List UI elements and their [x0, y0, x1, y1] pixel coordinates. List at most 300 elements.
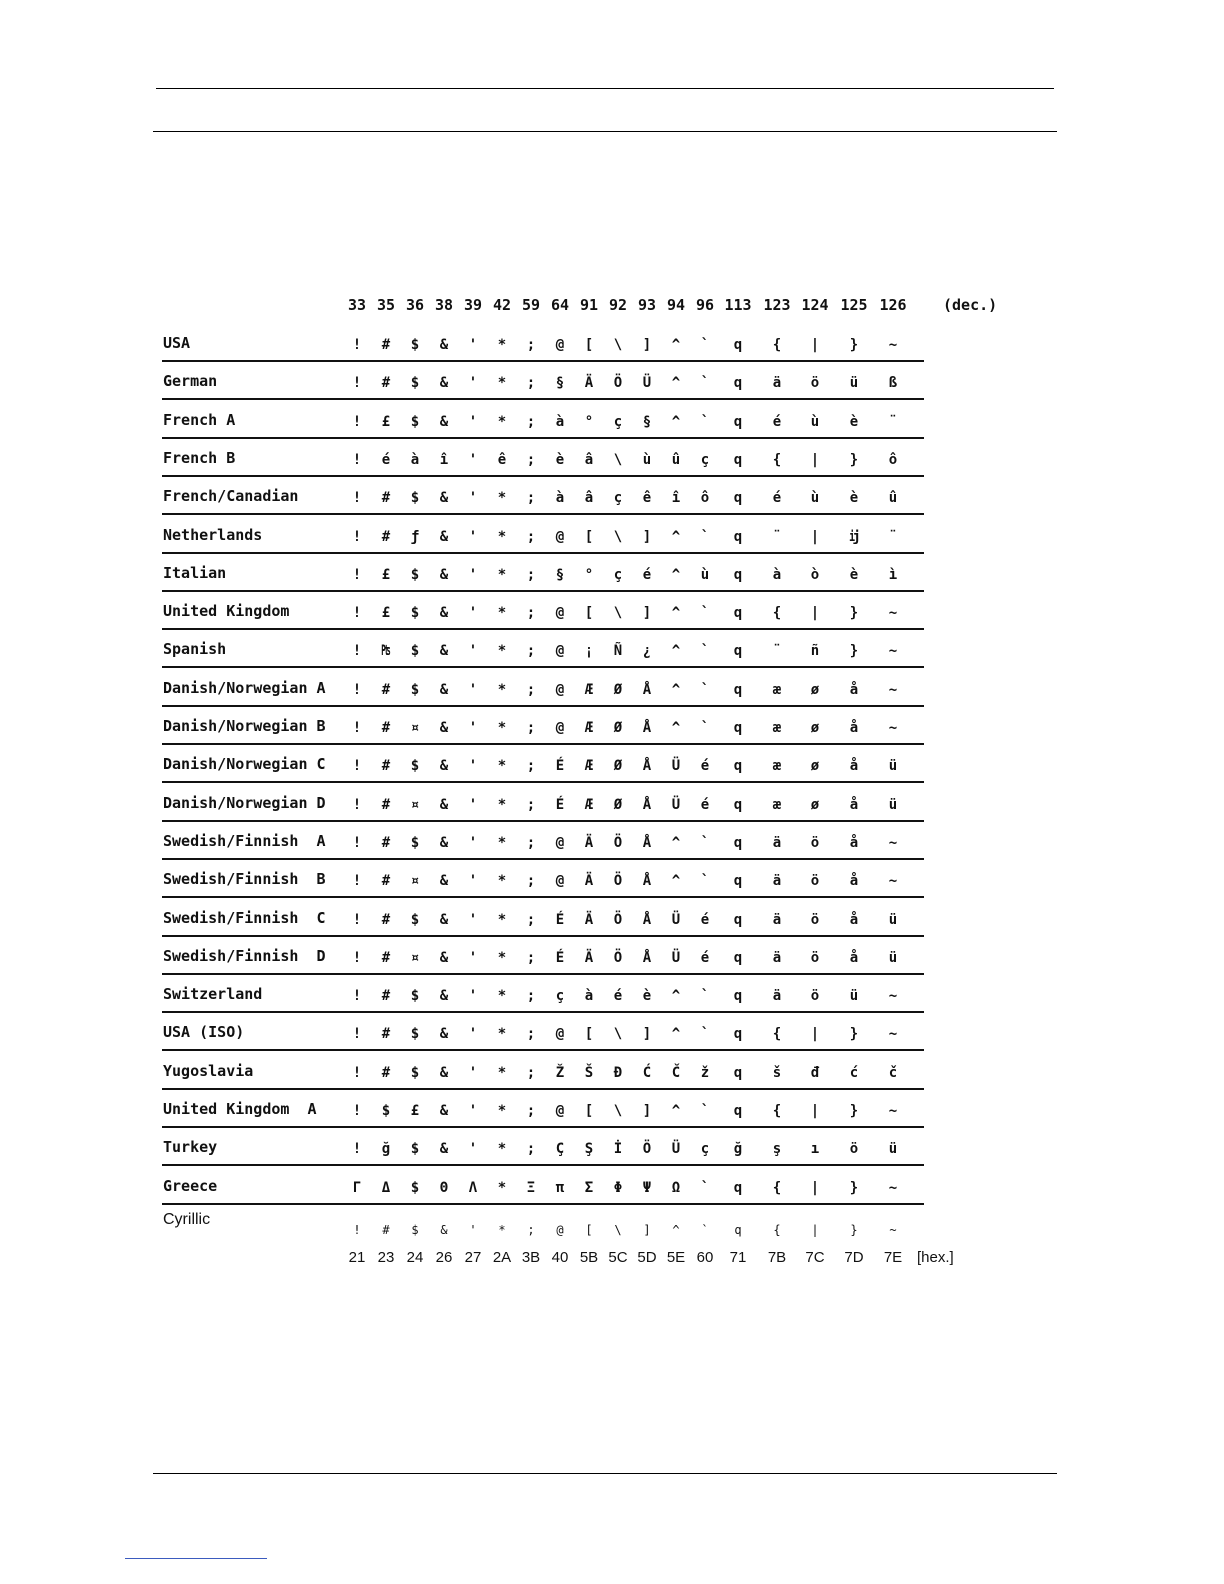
char-glyph: đ — [810, 1064, 820, 1081]
country-label: Danish/Norwegian C — [163, 755, 326, 774]
char-glyph: Ü — [671, 911, 681, 928]
char-glyph: # — [381, 337, 391, 353]
char-glyph: É — [555, 949, 565, 966]
char-glyph: * — [497, 528, 507, 545]
char-glyph: ' — [468, 1064, 478, 1081]
charset-row — [160, 630, 1020, 668]
charset-row — [160, 1090, 1020, 1128]
char-glyph: q — [733, 490, 743, 507]
char-glyph: ü — [888, 758, 898, 775]
char-glyph: Å — [642, 873, 652, 890]
char-glyph: & — [440, 1222, 448, 1237]
char-glyph: ž — [700, 1064, 710, 1081]
char-glyph: ; — [526, 605, 536, 622]
char-glyph: | — [810, 1179, 820, 1196]
char-glyph: ; — [526, 490, 536, 507]
char-glyph: ; — [526, 758, 536, 775]
char-glyph: É — [555, 758, 565, 775]
char-glyph: ƒ — [410, 528, 420, 545]
country-label: Swedish/Finnish C — [163, 908, 326, 927]
dec-code: 59 — [521, 296, 541, 314]
char-glyph: * — [497, 988, 507, 1005]
char-glyph: ' — [468, 834, 478, 851]
char-glyph: * — [497, 643, 507, 660]
char-glyph: $ — [410, 643, 420, 660]
char-glyph: & — [439, 605, 449, 622]
char-glyph: Ö — [613, 949, 623, 966]
char-glyph: & — [439, 566, 449, 583]
char-glyph: ; — [526, 1103, 536, 1119]
char-glyph: ~ — [888, 643, 898, 660]
char-glyph: * — [497, 413, 507, 430]
char-glyph: ! — [352, 720, 362, 736]
char-glyph: å — [849, 911, 859, 928]
char-glyph: Ä — [584, 911, 594, 928]
char-glyph: ü — [888, 796, 898, 813]
char-glyph: ğ — [381, 1141, 391, 1158]
char-glyph: * — [497, 758, 507, 775]
country-label: Switzerland — [163, 985, 263, 1004]
char-glyph: Φ — [613, 1179, 623, 1196]
country-label: Greece — [163, 1176, 218, 1195]
char-glyph: ¨ — [772, 528, 782, 545]
char-glyph: ' — [468, 605, 478, 622]
char-glyph: q — [733, 337, 743, 353]
char-glyph: * — [497, 337, 507, 353]
char-glyph: * — [497, 796, 507, 813]
char-glyph: ; — [526, 873, 536, 890]
char-glyph: Ø — [613, 796, 623, 813]
char-glyph: ` — [700, 413, 710, 430]
char-glyph: ö — [849, 1141, 859, 1158]
char-glyph: & — [439, 796, 449, 813]
char-glyph: è — [849, 566, 859, 583]
char-glyph: [ — [585, 1222, 593, 1237]
char-glyph: é — [700, 796, 710, 813]
char-glyph: q — [733, 605, 743, 622]
char-glyph: ! — [352, 796, 362, 813]
char-glyph: Ü — [671, 949, 681, 966]
char-glyph: ø — [810, 758, 820, 775]
char-glyph: ü — [849, 375, 859, 392]
char-glyph: ^ — [671, 834, 681, 851]
dec-code: 38 — [434, 296, 454, 314]
char-glyph: * — [497, 949, 507, 966]
char-glyph: ! — [353, 1222, 361, 1237]
char-glyph: q — [733, 413, 743, 430]
char-glyph: ^ — [671, 566, 681, 583]
hex-code: 60 — [696, 1249, 714, 1267]
char-glyph: ` — [700, 873, 710, 890]
char-glyph: ' — [468, 758, 478, 775]
char-glyph: ^ — [671, 988, 681, 1005]
char-glyph: $ — [410, 566, 420, 583]
char-glyph: * — [498, 1222, 506, 1237]
char-glyph: # — [381, 681, 391, 698]
country-label: USA (ISO) — [163, 1023, 245, 1042]
char-glyph: ! — [352, 988, 362, 1005]
char-glyph: Ç — [555, 1141, 565, 1158]
char-glyph: î — [671, 490, 681, 507]
char-glyph: ô — [888, 451, 898, 468]
hex-code: 71 — [729, 1249, 747, 1267]
charset-row — [160, 899, 1020, 937]
char-glyph: ' — [468, 911, 478, 928]
char-glyph: ] — [642, 528, 652, 545]
char-glyph: Ü — [671, 796, 681, 813]
char-glyph: @ — [555, 1026, 565, 1043]
char-glyph: ! — [352, 681, 362, 698]
char-glyph: ~ — [888, 681, 898, 698]
char-glyph: [ — [584, 528, 594, 545]
char-glyph: ¡ — [584, 643, 594, 660]
char-glyph: $ — [410, 911, 420, 928]
char-glyph: ` — [700, 375, 710, 392]
char-glyph: ò — [810, 566, 820, 583]
char-glyph: ~ — [888, 1179, 898, 1196]
char-glyph: Č — [671, 1064, 681, 1081]
country-label: Swedish/Finnish D — [163, 946, 326, 965]
char-glyph: & — [439, 720, 449, 736]
char-glyph: $ — [381, 1103, 391, 1119]
char-glyph: ä — [772, 988, 782, 1005]
char-glyph: å — [849, 758, 859, 775]
charset-row — [160, 1052, 1020, 1090]
char-glyph: ' — [468, 681, 478, 698]
char-glyph: à — [555, 413, 565, 430]
char-glyph: ! — [352, 949, 362, 966]
char-glyph: æ — [772, 720, 782, 736]
char-glyph: Ø — [613, 758, 623, 775]
char-glyph: ] — [643, 1222, 651, 1237]
char-glyph: Ä — [584, 375, 594, 392]
char-glyph: $ — [410, 413, 420, 430]
dec-code: 42 — [492, 296, 512, 314]
char-glyph: # — [381, 1026, 391, 1043]
char-glyph: ' — [468, 1026, 478, 1043]
charset-row — [160, 822, 1020, 860]
country-label: United Kingdom — [163, 602, 290, 621]
char-glyph: ' — [468, 528, 478, 545]
char-glyph: [ — [584, 337, 594, 353]
char-glyph: ^ — [671, 413, 681, 430]
char-glyph: ! — [352, 490, 362, 507]
char-glyph: å — [849, 873, 859, 890]
char-glyph: ñ — [810, 643, 820, 660]
footer-rule — [153, 1473, 1057, 1474]
charset-row — [160, 784, 1020, 822]
char-glyph: ! — [352, 413, 362, 430]
char-glyph: q — [733, 796, 743, 813]
char-glyph: ì — [888, 566, 898, 583]
char-glyph: ê — [497, 451, 507, 468]
char-glyph: ş — [772, 1141, 782, 1158]
char-glyph: Ü — [671, 1141, 681, 1158]
country-label: Swedish/Finnish B — [163, 870, 326, 889]
char-glyph: ; — [526, 413, 536, 430]
country-label: German — [163, 372, 218, 391]
char-glyph: Ä — [584, 949, 594, 966]
char-glyph: ; — [526, 834, 536, 851]
char-glyph: & — [439, 413, 449, 430]
char-glyph: ° — [584, 413, 594, 430]
dec-code: 92 — [608, 296, 628, 314]
char-glyph: å — [849, 681, 859, 698]
char-glyph: q — [733, 1026, 743, 1043]
char-glyph: ¿ — [642, 643, 652, 660]
char-glyph: ^ — [672, 1222, 680, 1237]
char-glyph: \ — [613, 528, 623, 545]
char-glyph: ` — [700, 1026, 710, 1043]
country-label: Cyrillic — [163, 1210, 211, 1228]
char-glyph: Ñ — [613, 643, 623, 660]
char-glyph: $ — [410, 1026, 420, 1043]
char-glyph: & — [439, 758, 449, 775]
char-glyph: ] — [642, 1103, 652, 1119]
char-glyph: Å — [642, 911, 652, 928]
char-glyph: \ — [613, 1026, 623, 1043]
char-glyph: ü — [849, 988, 859, 1005]
char-glyph: İ — [613, 1141, 623, 1158]
char-glyph: ! — [352, 911, 362, 928]
char-glyph: Ξ — [526, 1179, 536, 1196]
char-glyph: ; — [526, 375, 536, 392]
char-glyph: ' — [468, 490, 478, 507]
country-label: Netherlands — [163, 525, 263, 544]
char-glyph: & — [439, 949, 449, 966]
char-glyph: ° — [584, 566, 594, 583]
char-glyph: [ — [584, 1026, 594, 1043]
hex-code: 5E — [666, 1249, 686, 1267]
country-label: Spanish — [163, 640, 227, 659]
char-glyph: ç — [613, 490, 623, 507]
char-glyph: ; — [526, 451, 536, 468]
hex-code: 24 — [406, 1249, 424, 1267]
char-glyph: é — [642, 566, 652, 583]
char-glyph: $ — [410, 681, 420, 698]
charset-row — [160, 975, 1020, 1013]
country-label: French B — [163, 448, 236, 467]
char-glyph: ~ — [888, 988, 898, 1005]
charset-row — [160, 937, 1020, 975]
charset-row — [160, 592, 1020, 630]
hex-code: 23 — [377, 1249, 395, 1267]
char-glyph: $ — [411, 1222, 419, 1237]
char-glyph: * — [497, 911, 507, 928]
char-glyph: è — [849, 490, 859, 507]
char-glyph: é — [700, 949, 710, 966]
char-glyph: û — [888, 490, 898, 507]
char-glyph: æ — [772, 681, 782, 698]
dec-code: 93 — [637, 296, 657, 314]
char-glyph: å — [849, 720, 859, 736]
char-glyph: ù — [642, 451, 652, 468]
char-glyph: ! — [352, 528, 362, 545]
char-glyph: | — [810, 605, 820, 622]
char-glyph: ğ — [733, 1141, 743, 1158]
hex-code: 5B — [579, 1249, 599, 1267]
char-glyph: ` — [700, 528, 710, 545]
hex-code: 7E — [883, 1249, 903, 1267]
country-label: Danish/Norwegian D — [163, 793, 326, 812]
char-glyph: & — [439, 911, 449, 928]
char-glyph: ö — [810, 834, 820, 851]
char-glyph: Đ — [613, 1064, 623, 1081]
char-glyph: ¤ — [410, 873, 420, 890]
char-glyph: | — [810, 337, 820, 353]
char-glyph: ć — [849, 1064, 859, 1081]
char-glyph: Γ — [352, 1179, 362, 1196]
char-glyph: } — [849, 451, 859, 468]
char-glyph: é — [772, 490, 782, 507]
charset-row — [160, 1128, 1020, 1166]
char-glyph: { — [772, 1179, 782, 1196]
hex-code: 21 — [348, 1249, 366, 1267]
char-glyph: | — [810, 1103, 820, 1119]
char-glyph: Æ — [584, 681, 594, 698]
char-glyph: & — [439, 988, 449, 1005]
char-glyph: É — [555, 911, 565, 928]
char-glyph: ^ — [671, 681, 681, 698]
char-glyph: | — [810, 1026, 820, 1043]
char-glyph: ` — [700, 605, 710, 622]
char-glyph: q — [733, 720, 743, 736]
char-glyph: Ø — [613, 681, 623, 698]
country-label: Turkey — [163, 1138, 218, 1157]
char-glyph: \ — [614, 1222, 622, 1237]
char-glyph: î — [439, 451, 449, 468]
char-glyph: q — [733, 988, 743, 1005]
char-glyph: ; — [526, 1026, 536, 1043]
char-glyph: £ — [381, 605, 391, 622]
char-glyph: Ä — [584, 873, 594, 890]
decimal-code-header — [160, 294, 1020, 318]
char-glyph: Å — [642, 796, 652, 813]
char-glyph: # — [381, 796, 391, 813]
country-label: Swedish/Finnish A — [163, 831, 326, 850]
char-glyph: ø — [810, 796, 820, 813]
char-glyph: ç — [613, 413, 623, 430]
char-glyph: q — [733, 949, 743, 966]
char-glyph: ! — [352, 643, 362, 660]
char-glyph: & — [439, 681, 449, 698]
country-label: Yugoslavia — [163, 1061, 254, 1080]
char-glyph: ö — [810, 911, 820, 928]
char-glyph: { — [772, 451, 782, 468]
char-glyph: } — [849, 337, 859, 353]
char-glyph: ` — [700, 720, 710, 736]
char-glyph: $ — [410, 1141, 420, 1158]
char-glyph: { — [772, 1103, 782, 1119]
char-glyph: ^ — [671, 605, 681, 622]
dec-code: 94 — [666, 296, 686, 314]
char-glyph: ' — [468, 337, 478, 353]
char-glyph: * — [497, 375, 507, 392]
char-glyph: æ — [772, 758, 782, 775]
char-glyph: ! — [352, 873, 362, 890]
char-glyph: £ — [410, 1103, 420, 1119]
char-glyph: é — [613, 988, 623, 1005]
char-glyph: @ — [555, 834, 565, 851]
char-glyph: ê — [642, 490, 652, 507]
char-glyph: $ — [410, 834, 420, 851]
char-glyph: @ — [555, 337, 565, 353]
char-glyph: $ — [410, 337, 420, 353]
char-glyph: * — [497, 873, 507, 890]
char-glyph: & — [439, 375, 449, 392]
char-glyph: ø — [810, 681, 820, 698]
char-glyph: ] — [642, 605, 652, 622]
char-glyph: § — [642, 413, 652, 430]
char-glyph: # — [382, 1222, 390, 1237]
char-glyph: & — [439, 1064, 449, 1081]
char-glyph: q — [733, 911, 743, 928]
char-glyph: q — [733, 681, 743, 698]
hex-code: 2A — [492, 1249, 512, 1267]
char-glyph: { — [773, 1222, 781, 1237]
char-glyph: ` — [700, 1103, 710, 1119]
char-glyph: @ — [555, 720, 565, 736]
char-glyph: q — [734, 1222, 742, 1237]
char-glyph: & — [439, 337, 449, 353]
hex-code-footer — [160, 1247, 1020, 1271]
char-glyph: ö — [810, 949, 820, 966]
char-glyph: ~ — [888, 873, 898, 890]
char-glyph: ; — [526, 720, 536, 736]
char-glyph: è — [642, 988, 652, 1005]
hex-code: 5C — [608, 1249, 628, 1267]
char-glyph: ù — [700, 566, 710, 583]
char-glyph: æ — [772, 796, 782, 813]
country-label: Italian — [163, 563, 227, 582]
dec-code: 126 — [879, 296, 907, 314]
char-glyph: $ — [410, 1179, 420, 1196]
char-glyph: ^ — [671, 1026, 681, 1043]
char-glyph: é — [772, 413, 782, 430]
char-glyph: û — [671, 451, 681, 468]
char-glyph: ; — [526, 643, 536, 660]
char-glyph: Ö — [613, 911, 623, 928]
country-label: United Kingdom A — [163, 1100, 317, 1118]
char-glyph: ü — [888, 1141, 898, 1158]
char-glyph: * — [497, 566, 507, 583]
footnote-separator — [125, 1558, 267, 1559]
char-glyph: ä — [772, 873, 782, 890]
char-glyph: Ø — [613, 720, 623, 736]
char-glyph: ¨ — [888, 413, 898, 430]
charset-row — [160, 554, 1020, 592]
char-glyph: ' — [468, 375, 478, 392]
charset-row — [160, 1167, 1020, 1205]
char-glyph: Æ — [584, 758, 594, 775]
char-glyph: ^ — [671, 375, 681, 392]
char-glyph: $ — [410, 605, 420, 622]
char-glyph: â — [584, 490, 594, 507]
char-glyph: Å — [642, 720, 652, 736]
char-glyph: ĳ — [849, 528, 859, 545]
char-glyph: & — [439, 643, 449, 660]
char-glyph: ! — [352, 375, 362, 392]
char-glyph: ` — [700, 643, 710, 660]
char-glyph: å — [849, 796, 859, 813]
char-glyph: ; — [526, 988, 536, 1005]
char-glyph: # — [381, 528, 391, 545]
char-glyph: & — [439, 1141, 449, 1158]
country-label: French/Canadian — [163, 487, 299, 506]
char-glyph: ä — [772, 375, 782, 392]
char-glyph: ç — [555, 988, 565, 1005]
char-glyph: ; — [526, 949, 536, 966]
